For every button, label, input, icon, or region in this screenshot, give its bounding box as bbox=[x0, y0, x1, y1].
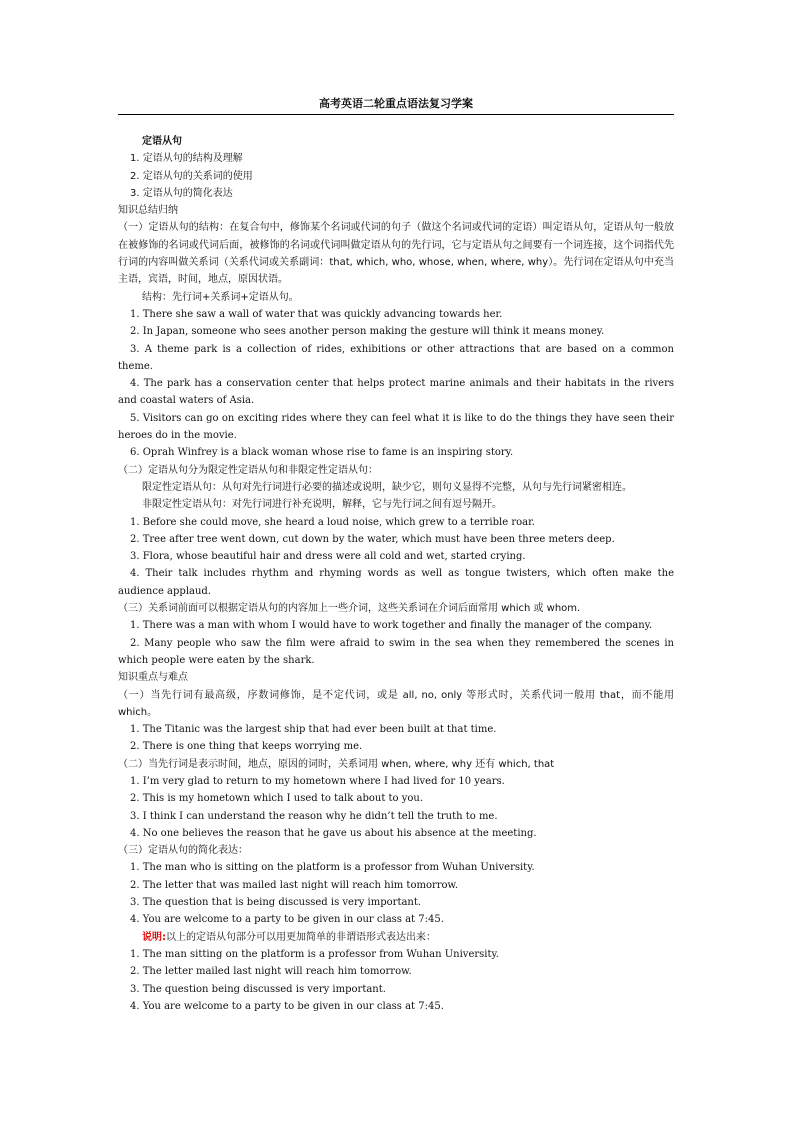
example-sentence: 1. The Titanic was the largest ship that had ever been built at that time. bbox=[130, 724, 497, 736]
toc-item: 1. 定语从句的结构及理解 bbox=[130, 153, 243, 165]
example-sentence: 3. Flora, whose beautiful hair and dress were all cold and wet, started crying. bbox=[130, 551, 526, 563]
example-sentence: 2. There is one thing that keeps worrying me. bbox=[130, 741, 363, 753]
summary-heading: 知识总结归纳 bbox=[118, 205, 178, 217]
note-label: 说明: bbox=[142, 931, 166, 943]
example-sentence: 2. Tree after tree went down, cut down by the water, which must have been three meters deep. bbox=[130, 533, 615, 545]
example-sentence: 4. You are welcome to a party to be given in our class at 7:45. bbox=[130, 1000, 444, 1012]
nonrestrictive-definition: 非限定性定语从句：对先行词进行补充说明，解释，它与先行词之间有逗号隔开。 bbox=[142, 499, 502, 511]
note-text: 以上的定语从句部分可以用更加简单的非谓语形式表达出来： bbox=[166, 931, 436, 943]
example-sentence: 4. The park has a conservation center that helps protect marine animals and their habitats in the rivers and coastal waters of Asia. bbox=[118, 378, 674, 407]
example-sentence: 1. There she saw a wall of water that was quickly advancing towards her. bbox=[130, 308, 503, 320]
example-sentence: 2. The letter mailed last night will reach him tomorrow. bbox=[130, 966, 412, 978]
part1-intro: （一）定语从句的结构：在复合句中，修饰某个名词或代词的句子（做这个名词或代词的定语）叫定语从句，定语从句一般放在被修饰的名词或代词后面，被修饰的名词或代词叫做定语从句的先行词，它与定语从句之间要有一个词连接，这个词指代先行词的内容叫做关系词（关系代词或关系副词：that, which, who, whose, when, where, why）。先行词在定语从句中充当主语，宾语，时间，地点，原因状语。 bbox=[118, 222, 674, 286]
part2-intro: （二）定语从句分为限定性定语从句和非限定性定语从句： bbox=[118, 464, 378, 476]
example-sentence: 2. The letter that was mailed last night will reach him tomorrow. bbox=[130, 879, 459, 891]
example-sentence: 3. A theme park is a collection of rides, exhibitions or other attractions that are based on a common theme. bbox=[118, 343, 674, 372]
example-sentence: 2. In Japan, someone who sees another person making the gesture will think it means money. bbox=[130, 326, 605, 338]
key3-intro: （三）定语从句的简化表达： bbox=[118, 845, 248, 857]
example-sentence: 1. I’m very glad to return to my hometown where I had lived for 10 years. bbox=[130, 775, 505, 787]
restrictive-definition: 限定性定语从句：从句对先行词进行必要的描述或说明，缺少它，则句义显得不完整，从句与先行词紧密相连。 bbox=[142, 481, 632, 493]
key1-intro: （一）当先行词有最高级，序数词修饰，是不定代词，或是 all, no, only 等形式时，关系代词一般用 that，而不能用 which。 bbox=[118, 689, 674, 718]
example-sentence: 1. The man who is sitting on the platform is a professor from Wuhan University. bbox=[130, 862, 535, 874]
example-sentence: 1. There was a man with whom I would have to work together and finally the manager of the company. bbox=[130, 620, 653, 632]
example-sentence: 6. Oprah Winfrey is a black woman whose rise to fame is an inspiring story. bbox=[130, 447, 514, 459]
section-title: 定语从句 bbox=[142, 136, 182, 147]
page-header: 高考英语二轮重点语法复习学案 bbox=[118, 96, 674, 115]
key2-intro: （二）当先行词是表示时间，地点，原因的词时，关系词用 when, where, why 还有 which, that bbox=[118, 758, 555, 770]
example-sentence: 3. I think I can understand the reason why he didn’t tell the truth to me. bbox=[130, 810, 498, 822]
key-heading: 知识重点与难点 bbox=[118, 672, 188, 684]
example-sentence: 4. You are welcome to a party to be given in our class at 7:45. bbox=[130, 914, 444, 926]
toc-item: 2. 定语从句的关系词的使用 bbox=[130, 170, 253, 182]
example-sentence: 4. Their talk includes rhythm and rhyming words as well as tongue twisters, which often make the audience applaud. bbox=[118, 568, 674, 597]
example-sentence: 1. The man sitting on the platform is a professor from Wuhan University. bbox=[130, 948, 499, 960]
toc-item: 3. 定语从句的简化表达 bbox=[130, 187, 233, 199]
part1-structure: 结构：先行词+关系词+定语从句。 bbox=[142, 291, 299, 303]
example-sentence: 3. The question being discussed is very important. bbox=[130, 983, 386, 995]
example-sentence: 1. Before she could move, she heard a loud noise, which grew to a terrible roar. bbox=[130, 516, 535, 528]
example-sentence: 2. Many people who saw the film were afraid to swim in the sea when they remembered the scenes in which people were eaten by the shark. bbox=[118, 637, 674, 666]
document-page bbox=[118, 96, 674, 1015]
example-sentence: 5. Visitors can go on exciting rides where they can feel what it is like to do the things they have seen their heroes do in the movie. bbox=[118, 412, 674, 442]
part3-intro: （三）关系词前面可以根据定语从句的内容加上一些介词，这些关系词在介词后面常用 which 或 whom. bbox=[118, 603, 581, 615]
note-line bbox=[118, 929, 674, 946]
example-sentence: 4. No one believes the reason that he gave us about his absence at the meeting. bbox=[130, 827, 537, 839]
example-sentence: 3. The question that is being discussed is very important. bbox=[130, 897, 422, 909]
example-sentence: 2. This is my hometown which I used to talk about to you. bbox=[130, 793, 424, 805]
